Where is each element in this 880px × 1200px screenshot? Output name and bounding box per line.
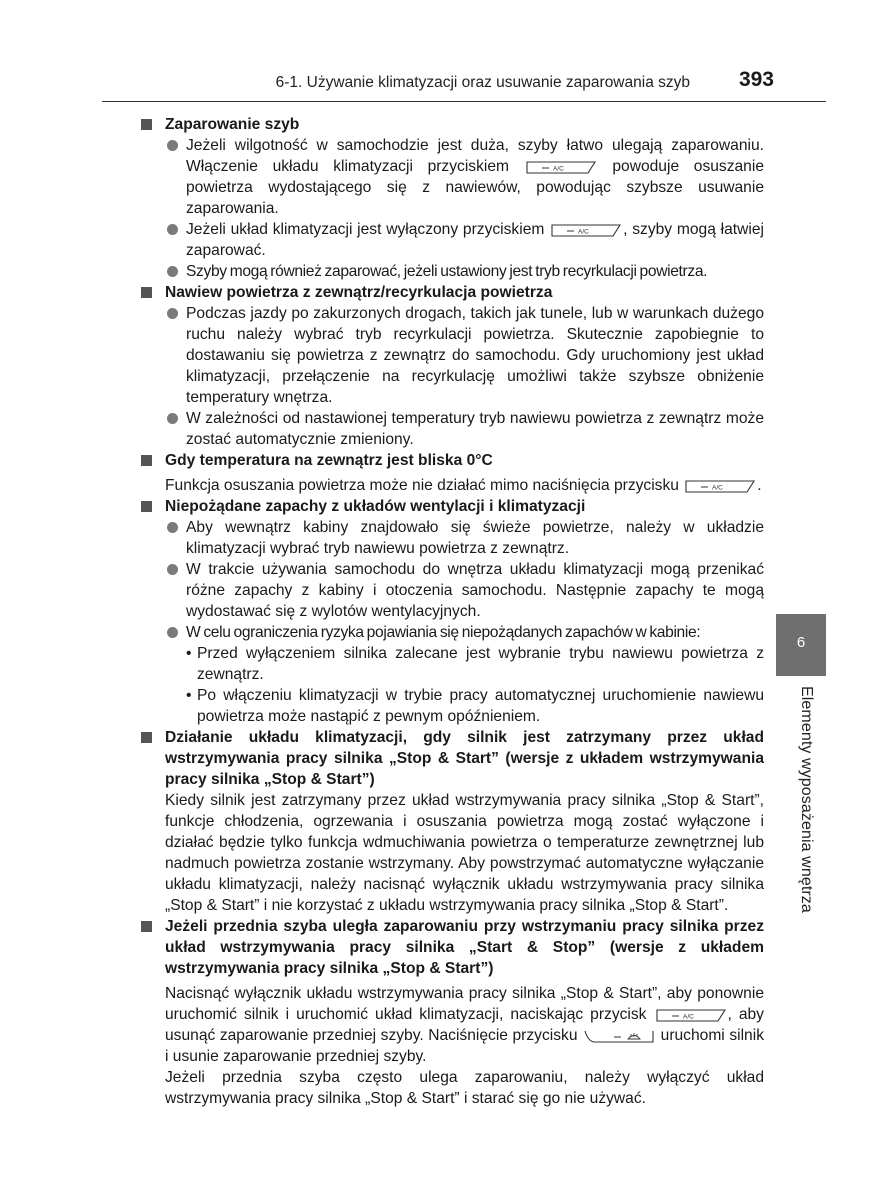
sub-list-item bbox=[140, 685, 764, 727]
heading-text: Gdy temperatura na zewnątrz jest bliska 0°C bbox=[165, 452, 493, 469]
sub-list-item bbox=[140, 643, 764, 685]
circle-bullet-icon bbox=[167, 564, 178, 575]
section-odors bbox=[140, 496, 764, 727]
section-stop-start-fog bbox=[140, 916, 764, 1109]
list-item-text: W zależności od nastawionej temperatury tryb nawiewu powietrza z zewnątrz może zostać automatycznie zmieniony. bbox=[186, 410, 764, 448]
circle-bullet-icon bbox=[167, 413, 178, 424]
section-heading bbox=[140, 282, 764, 303]
small-bullet-icon: • bbox=[186, 687, 192, 704]
section-heading bbox=[140, 496, 764, 517]
section-stop-start-ac bbox=[140, 727, 764, 916]
circle-bullet-icon bbox=[167, 627, 178, 638]
circle-bullet-icon bbox=[167, 140, 178, 151]
header-rule bbox=[102, 101, 826, 102]
list-item-text: Podczas jazdy po zakurzonych drogach, takich jak tunele, lub w warunkach dużego ruchu należy wybrać tryb recyrkulacji powietrza. Skutecznie zapobiegnie to dostawaniu się powietrza z zewnątrz do samochodu. Gdy uruchomiony jest układ klimatyzacji, przełączenie na recyrkulację umożliwi także szybsze obniżenie temperatury wnętrza. bbox=[186, 305, 764, 406]
ac-button-label: A/C bbox=[552, 165, 564, 173]
square-bullet-icon bbox=[141, 732, 152, 743]
heading-text: Nawiew powietrza z zewnątrz/recyrkulacja powietrza bbox=[165, 284, 553, 301]
sub-item-text: Przed wyłączeniem silnika zalecane jest wybranie trybu nawiewu powietrza z zewnątrz. bbox=[197, 645, 764, 683]
circle-bullet-icon bbox=[167, 224, 178, 235]
list-item-text: Jeżeli wilgotność w samochodzie jest duża, szyby łatwo ulegają zaparowaniu. Włączenie układu klimatyzacji przyciskiem bbox=[186, 137, 764, 175]
ac-button-icon bbox=[656, 1008, 726, 1022]
header-title: 6-1. Używanie klimatyzacji oraz usuwanie zaparowania szyb bbox=[275, 74, 690, 91]
list-item-text: , szyby mogą łatwiej zaparować. bbox=[186, 221, 764, 259]
ac-button-icon bbox=[685, 479, 755, 493]
list-item bbox=[140, 622, 764, 643]
section-heading bbox=[140, 450, 764, 471]
small-bullet-icon: • bbox=[186, 645, 192, 662]
paragraph bbox=[140, 475, 764, 496]
list-item bbox=[140, 219, 764, 261]
list-item-text: Aby wewnątrz kabiny znajdowało się świeże powietrze, należy w układzie klimatyzacji wybrać tryb nawiewu powietrza z zewnątrz. bbox=[186, 519, 764, 557]
circle-bullet-icon bbox=[167, 308, 178, 319]
list-item-text: W trakcie używania samochodu do wnętrza układu klimatyzacji mogą przenikać różne zapachy z kabiny i otoczenia samochodu. Następnie zapachy te mogą wydostawać się z wylotów wentylacyjnych. bbox=[186, 561, 764, 620]
list-item bbox=[140, 408, 764, 450]
square-bullet-icon bbox=[141, 455, 152, 466]
ac-button-icon bbox=[551, 223, 621, 237]
list-item bbox=[140, 517, 764, 559]
square-bullet-icon bbox=[141, 119, 152, 130]
ac-button-label: A/C bbox=[682, 1013, 694, 1021]
ac-button-label: A/C bbox=[712, 484, 724, 492]
chapter-tab: 6 bbox=[776, 614, 826, 676]
heading-text: Jeżeli przednia szyba uległa zaparowaniu przy wstrzymaniu pracy silnika przez układ wstrzymywania pracy silnika „Start & Stop” (wersje z układem wstrzymywania pracy silnika „Stop & Start”) bbox=[165, 918, 764, 977]
ac-button-label: A/C bbox=[578, 228, 589, 236]
section-fogging bbox=[140, 114, 764, 282]
page-content bbox=[140, 114, 764, 1109]
chapter-title: Elementy wyposażenia wnętrza bbox=[798, 686, 815, 913]
paragraph-text: . bbox=[757, 477, 762, 494]
paragraph-text: , aby usunąć zaparowanie przedniej szyby. Naciśnięcie przycisku bbox=[165, 1006, 764, 1044]
page-number: 393 bbox=[738, 68, 774, 91]
section-recirculation bbox=[140, 282, 764, 450]
section-near-zero bbox=[140, 450, 764, 496]
paragraph-text: Funkcja osuszania powietrza może nie działać mimo naciśnięcia przycisku bbox=[165, 477, 679, 494]
ac-button-icon bbox=[526, 160, 596, 174]
paragraph-text: uruchomi silnik i usunie zaparowanie przedniej szyby. bbox=[165, 1027, 764, 1065]
circle-bullet-icon bbox=[167, 522, 178, 533]
square-bullet-icon bbox=[141, 921, 152, 932]
section-heading bbox=[140, 114, 764, 135]
list-item bbox=[140, 261, 764, 282]
list-item-text: Jeżeli układ klimatyzacji jest wyłączony przyciskiem bbox=[186, 221, 545, 238]
list-item bbox=[140, 559, 764, 622]
list-item bbox=[140, 303, 764, 408]
paragraph: Kiedy silnik jest zatrzymany przez układ wstrzymywania pracy silnika „Stop & Start”, funkcje chłodzenia, ogrzewania i osuszania powietrza mogą zostać wyłączone i działać będzie tylko funkcja wdmuchiwania powietrza o temperaturze zewnętrznej lub nadmuch powietrza zostanie wstrzymany. Aby powstrzymać automatyczne wyłączanie układu klimatyzacji, należy nacisnąć wyłącznik układu wstrzymywania pracy silnika „Stop & Start” i nie korzystać z układu wstrzymywania pracy silnika „Stop & Start”. bbox=[165, 792, 764, 914]
heading-text: Niepożądane zapachy z układów wentylacji i klimatyzacji bbox=[165, 498, 586, 515]
front-defroster-button-icon bbox=[584, 1029, 654, 1043]
heading-text: Zaparowanie szyb bbox=[165, 116, 300, 133]
paragraph-text: Nacisnąć wyłącznik układu wstrzymywania pracy silnika „Stop & Start”, aby ponownie uruchomić silnik i uruchomić układ klimatyzacji, naciskając przycisk bbox=[165, 985, 764, 1023]
section-heading bbox=[140, 727, 764, 790]
list-item-text: Szyby mogą również zaparować, jeżeli ustawiony jest tryb recyrkulacji powietrza. bbox=[186, 263, 708, 280]
list-item bbox=[140, 135, 764, 219]
list-item-text: powoduje osuszanie powietrza wydostającego się z nawiewów, powodując szybsze usuwanie zaparowania. bbox=[186, 158, 764, 217]
square-bullet-icon bbox=[141, 501, 152, 512]
circle-bullet-icon bbox=[167, 266, 178, 277]
sub-item-text: Po włączeniu klimatyzacji w trybie pracy automatycznej uruchomienie nawiewu powietrza może nastąpić z pewnym opóźnieniem. bbox=[197, 687, 764, 725]
heading-text: Działanie układu klimatyzacji, gdy silnik jest zatrzymany przez układ wstrzymywania pracy silnika „Stop & Start” (wersje z układem wstrzymywania pracy silnika „Stop & Start”) bbox=[165, 729, 764, 788]
section-heading bbox=[140, 916, 764, 979]
square-bullet-icon bbox=[141, 287, 152, 298]
list-item-text: W celu ograniczenia ryzyka pojawiania się niepożądanych zapachów w kabinie: bbox=[186, 624, 701, 641]
paragraph bbox=[140, 983, 764, 1067]
paragraph: Jeżeli przednia szyba często ulega zaparowaniu, należy wyłączyć układ wstrzymywania pracy silnika „Stop & Start” i starać się go nie używać. bbox=[165, 1069, 764, 1107]
